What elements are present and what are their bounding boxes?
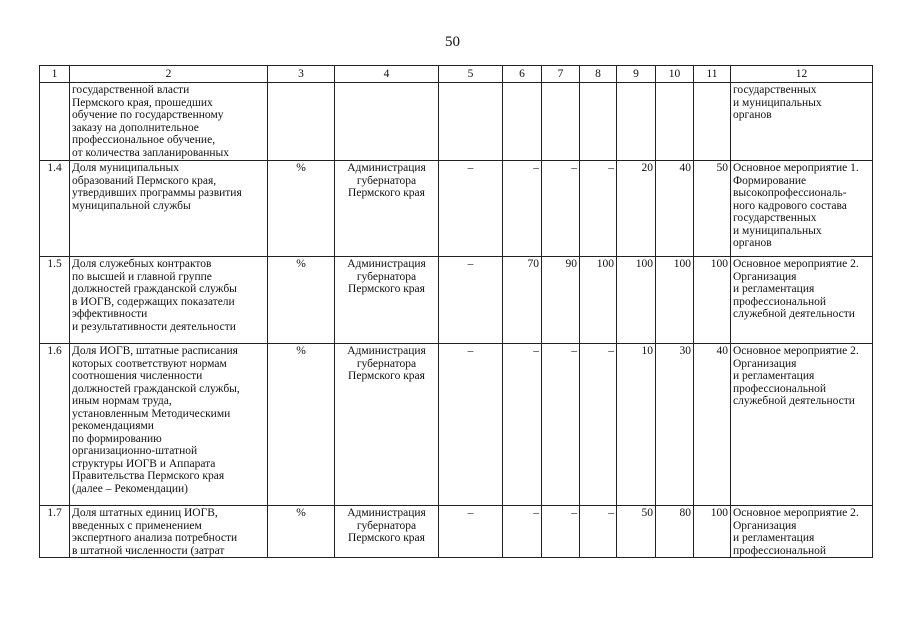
value-cell-col6: 70 <box>503 257 542 344</box>
table-header-row <box>40 66 873 83</box>
table-row <box>40 161 873 257</box>
value-cell-col7 <box>542 83 580 161</box>
header-cell: 9 <box>617 66 656 83</box>
value-cell-col5: – <box>439 161 503 257</box>
responsible-cell: Администрация губернатора Пермского края <box>335 257 439 344</box>
header-cell: 1 <box>40 66 70 83</box>
value-cell-col6: – <box>503 344 542 506</box>
value-cell-col5: – <box>439 506 503 558</box>
value-cell-col5: – <box>439 257 503 344</box>
table-row <box>40 344 873 506</box>
value-cell-col11: 40 <box>694 344 731 506</box>
header-cell: 3 <box>268 66 335 83</box>
header-cell: 11 <box>694 66 731 83</box>
value-cell-col8: – <box>580 161 617 257</box>
table-row <box>40 257 873 344</box>
value-cell-col8: – <box>580 344 617 506</box>
header-cell: 10 <box>656 66 694 83</box>
value-cell-col9: 100 <box>617 257 656 344</box>
value-cell-col7: – <box>542 161 580 257</box>
header-cell: 6 <box>503 66 542 83</box>
indicator-name: Доля штатных единиц ИОГВ, введенных с применением экспертного анализа потребности в штатной численности (затрат <box>70 506 268 558</box>
value-cell-col11: 100 <box>694 506 731 558</box>
main-event-cell: Основное мероприятие 1. Формирование высокопрофессиональ- ного кадрового состава государственных и муниципальных органов <box>731 161 873 257</box>
value-cell-col8: 100 <box>580 257 617 344</box>
header-cell: 2 <box>70 66 268 83</box>
responsible-cell: Администрация губернатора Пермского края <box>335 344 439 506</box>
header-cell: 8 <box>580 66 617 83</box>
table-row <box>40 506 873 558</box>
indicator-name: государственной власти Пермского края, прошедших обучение по государственному заказу на дополнительное профессиональное обучение, от количества запланированных <box>70 83 268 161</box>
value-cell-col10: 40 <box>656 161 694 257</box>
value-cell-col5 <box>439 83 503 161</box>
value-cell-col5: – <box>439 344 503 506</box>
indicator-number <box>40 83 70 161</box>
value-cell-col11 <box>694 83 731 161</box>
value-cell-col9 <box>617 83 656 161</box>
main-event-cell: Основное мероприятие 2. Организация и регламентация профессиональной служебной деятельности <box>731 257 873 344</box>
header-cell: 7 <box>542 66 580 83</box>
header-cell: 5 <box>439 66 503 83</box>
indicator-name: Доля ИОГВ, штатные расписания которых соответствуют нормам соотношения численности должностей гражданской службы, иным нормам труда, установленным Методическими рекомендациями по формированию организационно-штатной структуры ИОГВ и Аппарата Правительства Пермского края (далее – Рекомендации) <box>70 344 268 506</box>
indicator-number: 1.4 <box>40 161 70 257</box>
value-cell-col10: 30 <box>656 344 694 506</box>
value-cell-col7: – <box>542 506 580 558</box>
indicator-number: 1.7 <box>40 506 70 558</box>
indicator-name: Доля муниципальных образований Пермского края, утвердивших программы развития муниципальной службы <box>70 161 268 257</box>
table-row <box>40 83 873 161</box>
value-cell-col10 <box>656 83 694 161</box>
value-cell-col9: 10 <box>617 344 656 506</box>
indicators-table <box>39 65 873 558</box>
indicator-name: Доля служебных контрактов по высшей и главной группе должностей гражданской службы в ИОГВ, содержащих показатели эффективности и результативности деятельности <box>70 257 268 344</box>
value-cell-col7: 90 <box>542 257 580 344</box>
main-event-cell: государственных и муниципальных органов <box>731 83 873 161</box>
unit-cell: % <box>268 161 335 257</box>
value-cell-col6 <box>503 83 542 161</box>
value-cell-col6: – <box>503 506 542 558</box>
indicator-number: 1.5 <box>40 257 70 344</box>
indicator-number: 1.6 <box>40 344 70 506</box>
value-cell-col6: – <box>503 161 542 257</box>
value-cell-col10: 80 <box>656 506 694 558</box>
header-cell: 12 <box>731 66 873 83</box>
unit-cell: % <box>268 344 335 506</box>
value-cell-col9: 50 <box>617 506 656 558</box>
responsible-cell <box>335 83 439 161</box>
main-event-cell: Основное мероприятие 2. Организация и регламентация профессиональной служебной деятельности <box>731 344 873 506</box>
unit-cell <box>268 83 335 161</box>
header-cell: 4 <box>335 66 439 83</box>
value-cell-col7: – <box>542 344 580 506</box>
responsible-cell: Администрация губернатора Пермского края <box>335 506 439 558</box>
page-number: 50 <box>445 34 460 50</box>
main-event-cell: Основное мероприятие 2. Организация и регламентация профессиональной <box>731 506 873 558</box>
value-cell-col11: 100 <box>694 257 731 344</box>
value-cell-col8 <box>580 83 617 161</box>
value-cell-col8: – <box>580 506 617 558</box>
responsible-cell: Администрация губернатора Пермского края <box>335 161 439 257</box>
value-cell-col10: 100 <box>656 257 694 344</box>
value-cell-col9: 20 <box>617 161 656 257</box>
unit-cell: % <box>268 257 335 344</box>
value-cell-col11: 50 <box>694 161 731 257</box>
unit-cell: % <box>268 506 335 558</box>
